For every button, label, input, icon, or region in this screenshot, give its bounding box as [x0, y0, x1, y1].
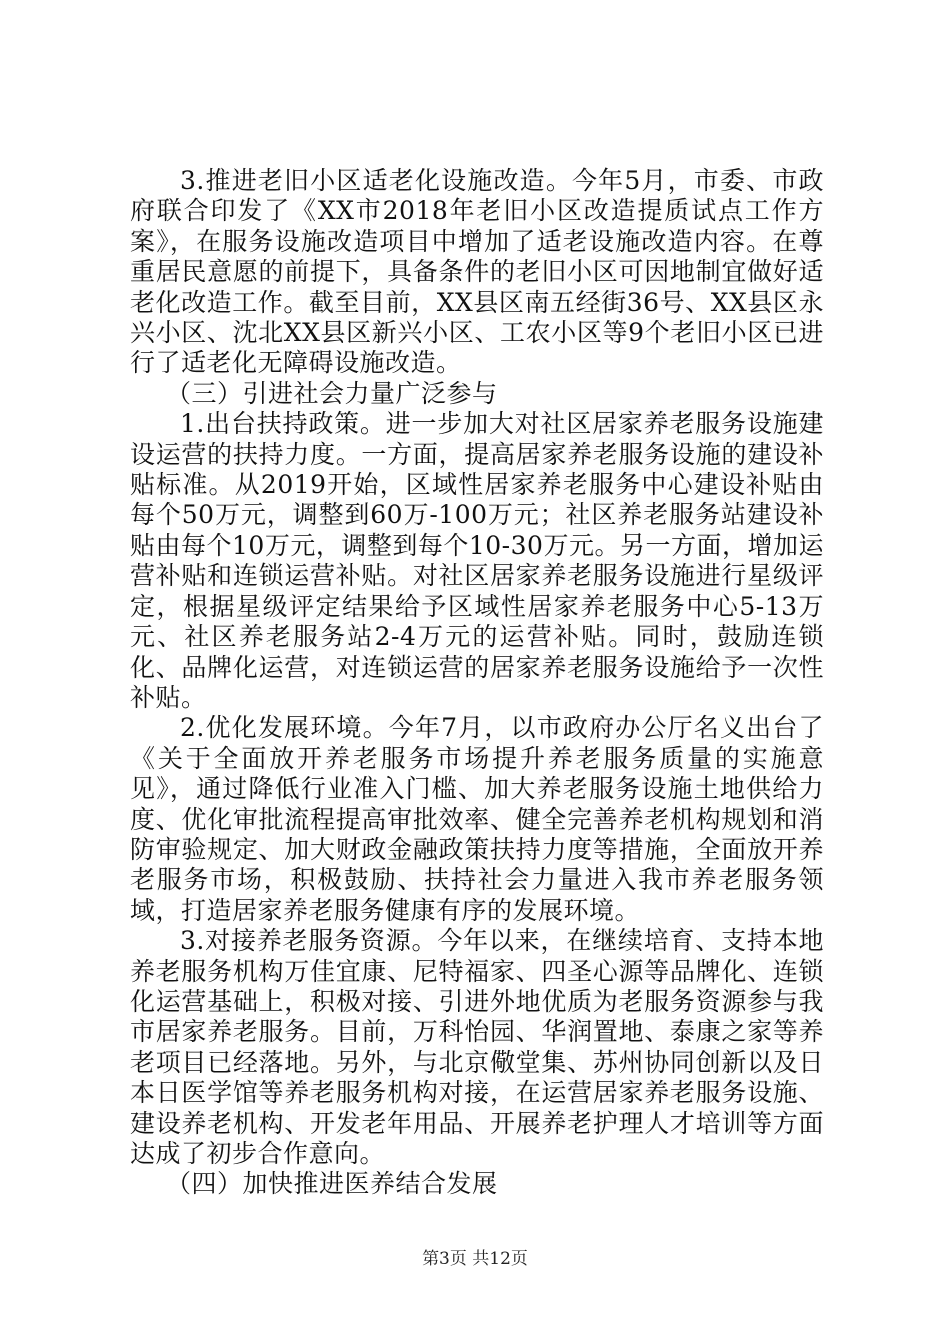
document-body	[130, 166, 824, 1200]
paragraph-service-resources: 3.对接养老服务资源。今年以来，在继续培育、支持本地养老服务机构万佳宜康、尼特福家、四圣心源等品牌化、连锁化运营基础上，积极对接、引进外地优质为老服务资源参与我市居家养老服务。目前，万科怡园、华润置地、泰康之家等养老项目已经落地。另外，与北京儆堂集、苏州协同创新以及日本日医学馆等养老服务机构对接，在运营居家养老服务设施、建设养老机构、开发老年用品、开展养老护理人才培训等方面达成了初步合作意向。	[130, 926, 824, 1168]
paragraph-elderly-retrofit: 3.推进老旧小区适老化设施改造。今年5月，市委、市政府联合印发了《XX市2018年老旧小区改造提质试点工作方案》，在服务设施改造项目中增加了适老设施改造内容。在尊重居民意愿的前提下，具备条件的老旧小区可因地制宜做好适老化改造工作。截至目前，XX县区南五经街36号、XX县区永兴小区、沈北XX县区新兴小区、工农小区等9个老旧小区已进行了适老化无障碍设施改造。	[130, 166, 824, 378]
paragraph-development-environment: 2.优化发展环境。今年7月，以市政府办公厅名义出台了《关于全面放开养老服务市场提升养老服务质量的实施意见》，通过降低行业准入门槛、加大养老服务设施土地供给力度、优化审批流程提高审批效率、健全完善养老机构规划和消防审验规定、加大财政金融政策扶持力度等措施，全面放开养老服务市场，积极鼓励、扶持社会力量进入我市养老服务领域，打造居家养老服务健康有序的发展环境。	[130, 713, 824, 925]
paragraph-support-policy: 1.出台扶持政策。进一步加大对社区居家养老服务设施建设运营的扶持力度。一方面，提高居家养老服务设施的建设补贴标准。从2019开始，区域性居家养老服务中心建设补贴由每个50万元，调整到60万-100万元；社区养老服务站建设补贴由每个10万元，调整到每个10-30万元。另一方面，增加运营补贴和连锁运营补贴。对社区居家养老服务设施进行星级评定，根据星级评定结果给予区域性居家养老服务中心5-13万元、社区养老服务站2-4万元的运营补贴。同时，鼓励连锁化、品牌化运营，对连锁运营的居家养老服务设施给予一次性补贴。	[130, 409, 824, 712]
page-footer: 第3页 共12页	[422, 1249, 528, 1269]
section-heading-medical-care: （四）加快推进医养结合发展	[166, 1169, 498, 1199]
section-heading-social-forces: （三）引进社会力量广泛参与	[166, 378, 498, 408]
